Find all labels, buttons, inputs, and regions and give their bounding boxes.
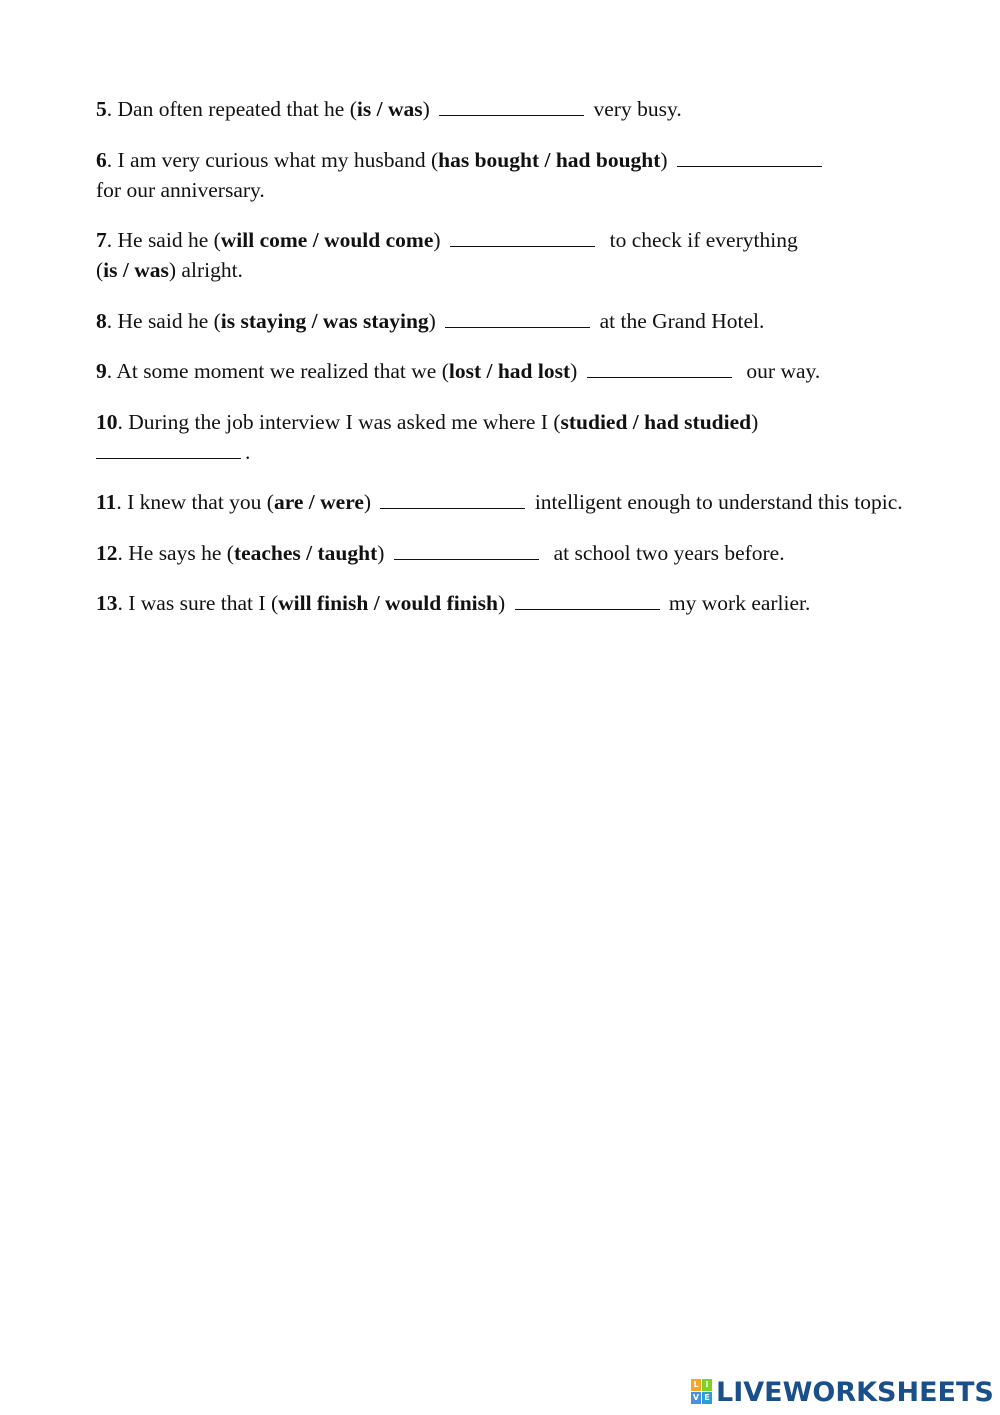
answer-blank[interactable]	[439, 97, 584, 116]
question-number: 10	[96, 409, 118, 434]
liveworksheets-logo	[691, 1375, 994, 1409]
question-number: 11	[96, 490, 117, 514]
answer-blank[interactable]	[394, 541, 539, 560]
answer-options: will finish / would finish	[278, 591, 498, 615]
answer-options: has bought / had bought	[438, 147, 661, 172]
question-number: 5	[96, 97, 107, 121]
answer-blank[interactable]	[677, 148, 822, 167]
question-8: 8. He said he (is staying / was staying) at the Grand Hotel.	[96, 308, 765, 333]
question-10: 10. During the job interview I was asked me where I (studied / had studied) .	[96, 409, 759, 464]
answer-options: studied / had studied	[560, 409, 752, 434]
question-number: 12	[96, 540, 118, 565]
question-11: 11. I knew that you (are / were) intelligent enough to understand this topic.	[96, 490, 903, 514]
question-number: 8	[96, 308, 107, 333]
answer-options: teaches / taught	[233, 540, 378, 565]
answer-blank[interactable]	[515, 591, 660, 610]
answer-blank[interactable]	[450, 228, 595, 247]
question-7: 7. He said he (will come / would come) to check if everything (is / was) alright.	[96, 228, 798, 282]
question-6: 6. I am very curious what my husband (has bought / had bought) for our anniversary.	[96, 145, 916, 205]
question-9: 9. At some moment we realized that we (lost / had lost) our way.	[96, 359, 821, 383]
question-12: 12. He says he (teaches / taught) at school two years before.	[96, 540, 785, 565]
answer-options: will come / would come	[220, 228, 434, 252]
question-number: 7	[96, 228, 107, 252]
question-number: 6	[96, 147, 107, 172]
answer-options: is / was	[103, 258, 169, 282]
logo-text: LIVEWORKSHEETS	[716, 1376, 994, 1408]
answer-options: is staying / was staying	[220, 308, 429, 333]
answer-options: are / were	[273, 490, 364, 514]
answer-blank[interactable]	[96, 440, 241, 459]
worksheet	[96, 94, 916, 639]
logo-mark-icon: L I V E	[691, 1379, 713, 1405]
question-number: 9	[96, 359, 107, 383]
question-5: 5. Dan often repeated that he (is / was) very busy.	[96, 97, 682, 121]
answer-options: lost / had lost	[448, 359, 571, 383]
answer-blank[interactable]	[587, 359, 732, 378]
answer-blank[interactable]	[445, 309, 590, 328]
answer-options: is / was	[356, 97, 423, 121]
answer-blank[interactable]	[380, 490, 525, 509]
question-13: 13. I was sure that I (will finish / would finish) my work earlier.	[96, 591, 811, 615]
question-number: 13	[96, 591, 118, 615]
